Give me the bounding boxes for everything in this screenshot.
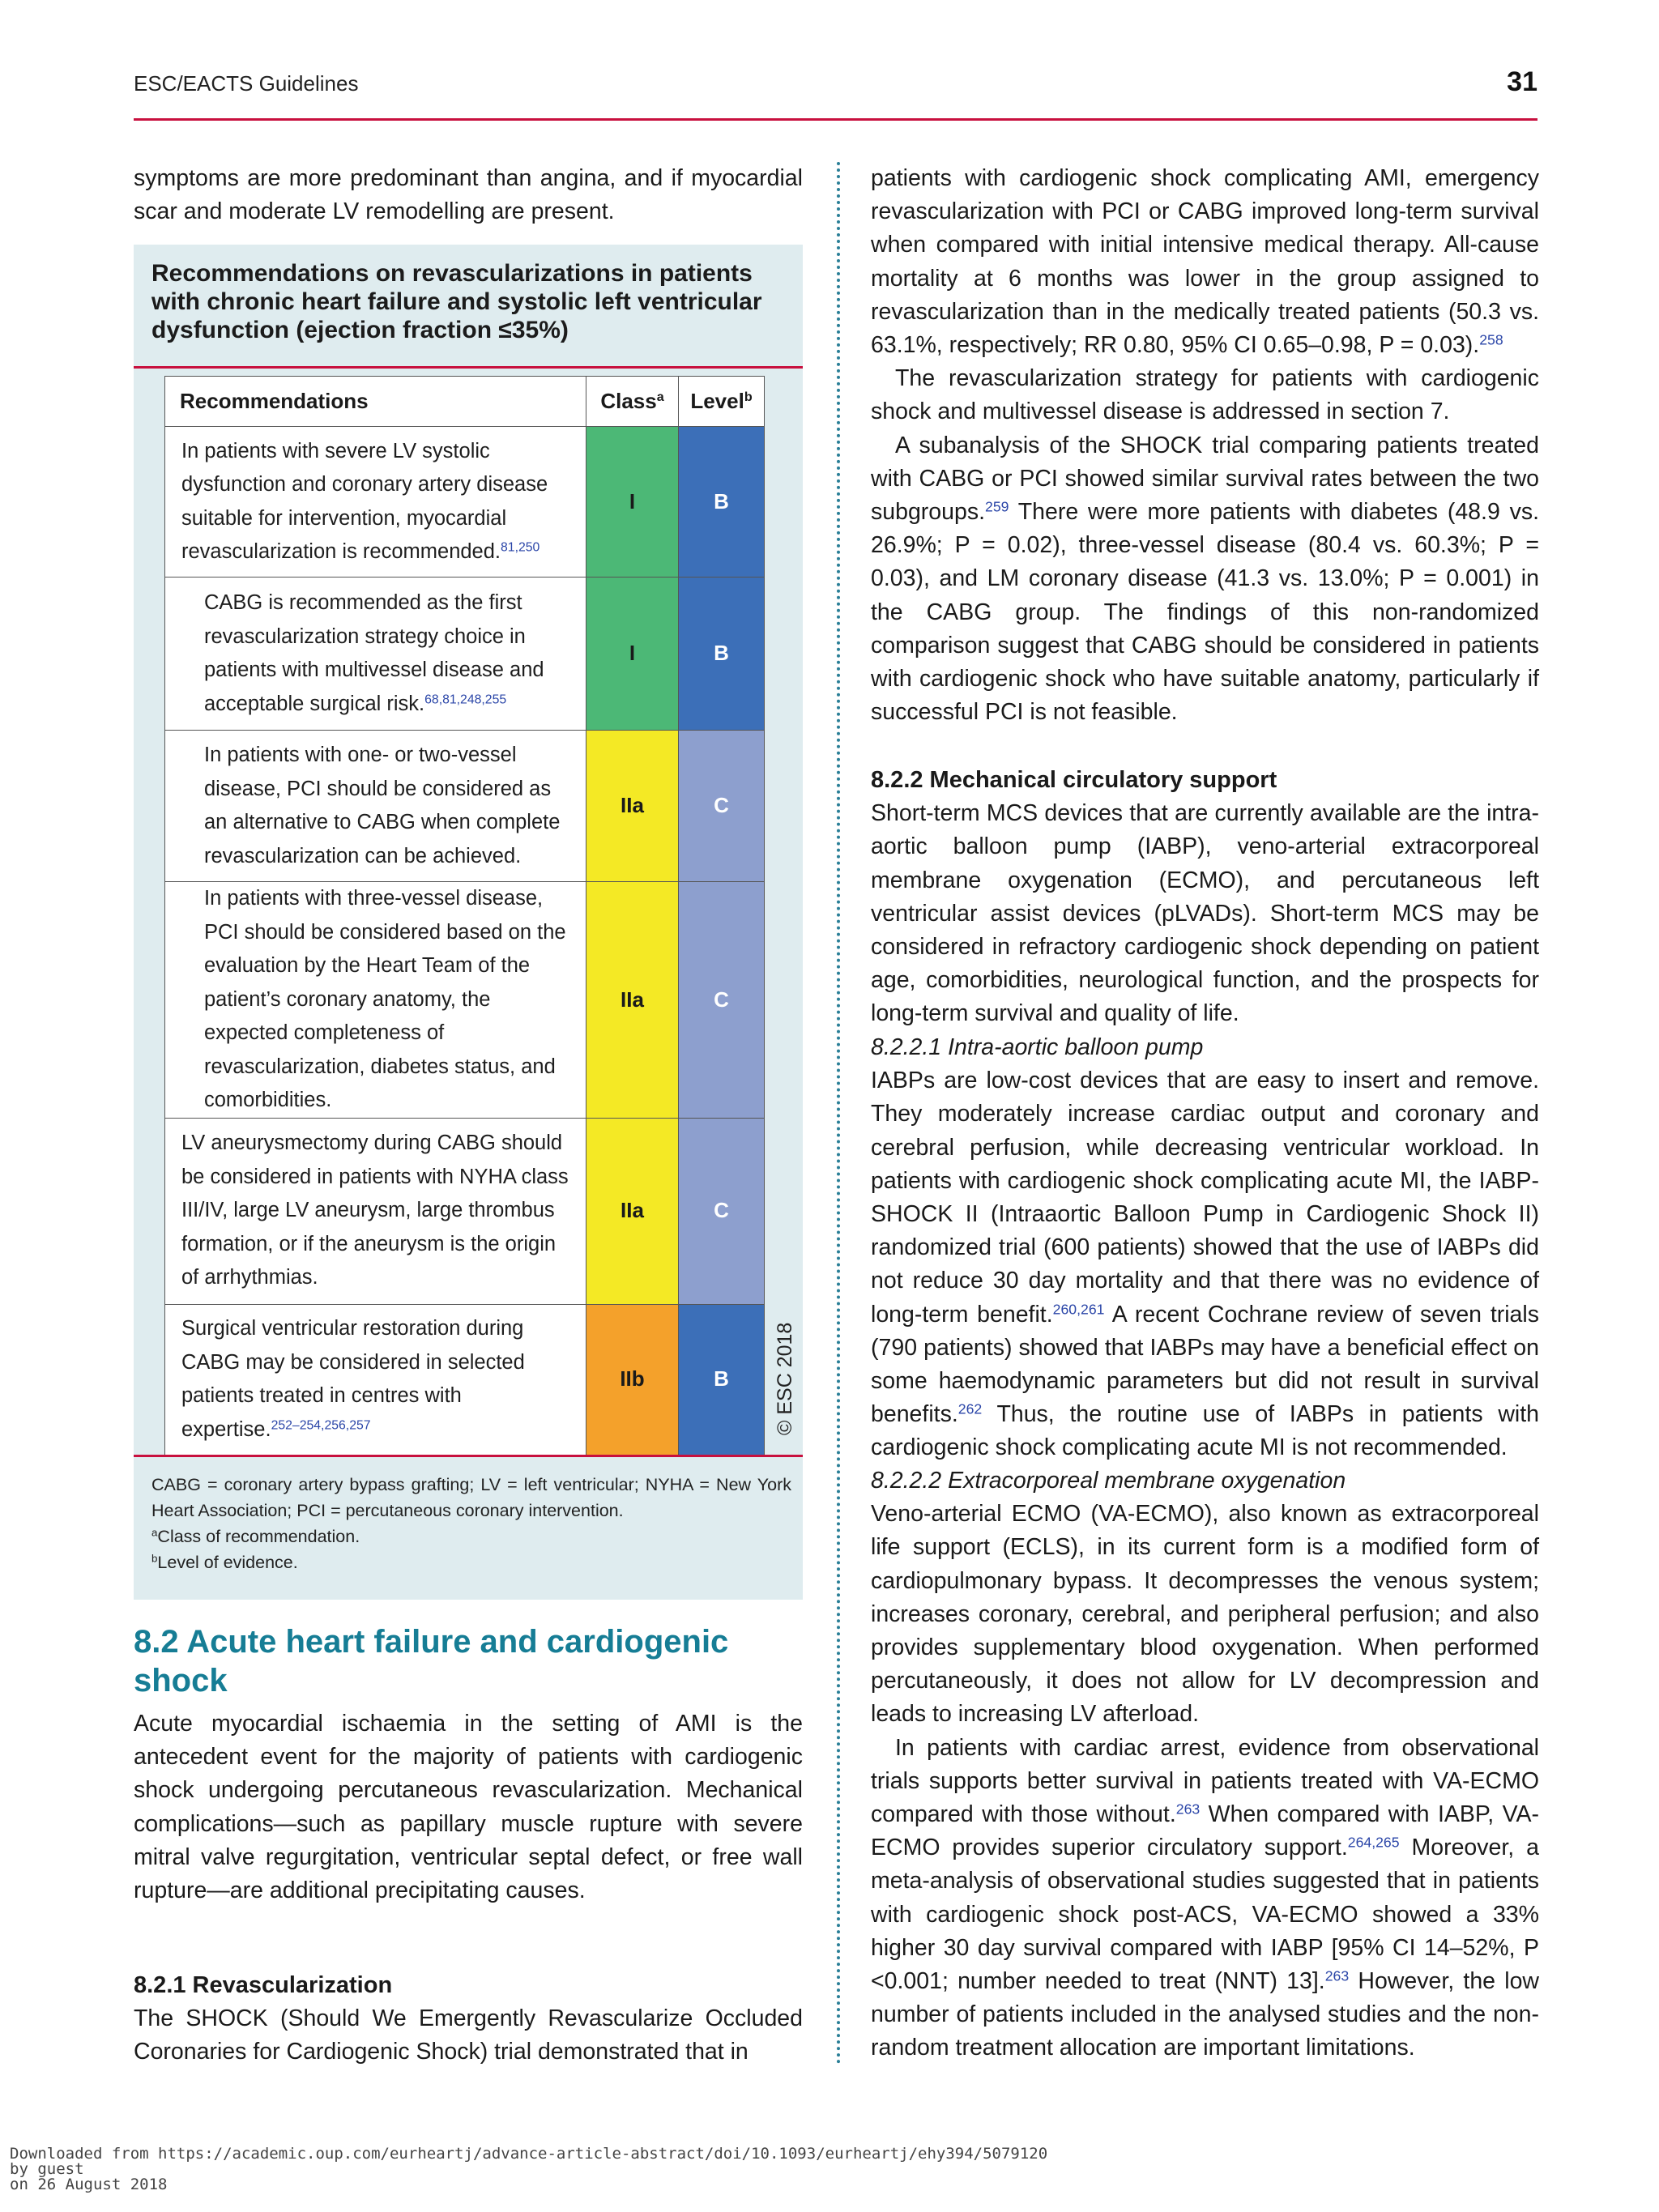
section-8-2-heading: 8.2 Acute heart failure and cardiogenic shock xyxy=(134,1624,729,1698)
page-number: 31 xyxy=(1507,66,1537,97)
recommendations-top-rule xyxy=(134,366,803,369)
section-8-2-1-paragraph-right: patients with cardiogenic shock complicating AMI, emergency revascularization with PCI or CABG improved long-term survival when compared with initial intensive medical therapy. All-cause mortality at 6 months was lower in the group assigned to revascularization than in the medically treated patients (50.3 vs. 63.1%, respectively; RR 0.80, 95% CI 0.65–0.98, P = 0.03).$^{258}$ xyxy=(871,165,1539,359)
recommendations-bottom-rule xyxy=(134,1455,803,1457)
header-class: Class$^a$ xyxy=(586,377,679,427)
header-rule xyxy=(134,118,1537,121)
footnote-abbreviations: CABG = coronary artery bypass grafting; LV = left ventricular; NYHA = New York Heart Association; PCI = percutaneous coronary intervention. xyxy=(151,1475,791,1520)
left-intro-paragraph: symptoms are more predominant than angina, and if myocardial scar and moderate LV remodelling are present. xyxy=(134,165,803,225)
recommendations-table xyxy=(164,376,765,1455)
section-8-2-body-block xyxy=(134,1707,803,1907)
class-cell: I xyxy=(586,578,679,731)
download-footer-url: Downloaded from https://academic.oup.com/eurheartj/advance-article-abstract/doi/10.1093/eurheartj/ehy394/5079120 xyxy=(10,2145,1048,2163)
recommendation-text: CABG is recommended as the first revascularization strategy choice in patients with multivessel disease and acceptable surgical risk.$^{68,81,248,255}$ xyxy=(165,578,586,731)
left-intro-block xyxy=(134,162,803,228)
level-cell: C xyxy=(679,731,765,882)
table-row xyxy=(165,1118,765,1304)
section-8-2-1-block xyxy=(134,1969,803,2069)
level-cell: B xyxy=(679,1304,765,1455)
level-cell: C xyxy=(679,882,765,1119)
section-8-2-2-1-heading: 8.2.2.1 Intra-aortic balloon pump xyxy=(871,1034,1204,1060)
section-8-2-2-2-block xyxy=(871,1464,1539,2065)
header-recommendations: Recommendations xyxy=(165,377,586,427)
section-8-2-1-paragraph-subanalysis: A subanalysis of the SHOCK trial comparing patients treated with CABG or PCI showed similar survival rates between the two subgroups.$^{259}$ There were more patients with diabetes (48.9 vs. 26.9%; P = 0.02), three-vessel disease (80.4 vs. 60.3%; P = 0.03), and LM coronary disease (41.3 vs. 13.0%; P = 0.001) in the CABG group. The findings of this non-randomized comparison suggest that CABG should be considered in patients with cardiogenic shock who have suitable anatomy, particularly if successful PCI is not feasible. xyxy=(871,432,1539,726)
section-8-2-1-heading: 8.2.1 Revascularization xyxy=(134,1972,393,1998)
section-8-2-2-paragraph: Short-term MCS devices that are currently available are the intra-aortic balloon pump (IABP), veno-arterial extracorporeal membrane oxygenation (ECMO), and percutaneous left ventricular assist devices (pLVADs). Short-term MCS may be considered in refractory cardiogenic shock depending on patient age, comorbidities, neurological function, and the prospects for long-term survival and quality of life. xyxy=(871,800,1539,1027)
running-head: ESC/EACTS Guidelines xyxy=(134,71,359,96)
download-footer xyxy=(10,2146,1047,2193)
recommendation-text: In patients with one- or two-vessel disease, PCI should be considered as an alternative to CABG when complete revascularization can be achieved. xyxy=(165,731,586,882)
section-8-2-2-2-paragraph-1: Veno-arterial ECMO (VA-ECMO), also known as extracorporeal life support (ECLS), in its current form is a modified form of cardiopulmonary bypass. It decompresses the venous system; increases coronary, cerebral, and peripheral perfusion; and also provides supplementary blood oxygenation. When performed percutaneously, it does not allow for LV decompression and leads to increasing LV afterload. xyxy=(871,1501,1539,1728)
section-8-2-2-1-block xyxy=(871,1031,1539,1465)
level-cell: C xyxy=(679,1118,765,1304)
level-cell: B xyxy=(679,578,765,731)
class-cell: IIa xyxy=(586,1118,679,1304)
table-row xyxy=(165,427,765,578)
recommendation-text: In patients with three-vessel disease, PCI should be considered based on the evaluation by the Heart Team of the patient’s coronary anatomy, the expected completeness of revascularization, diabetes status, and comorbidities. xyxy=(165,882,586,1119)
level-cell: B xyxy=(679,427,765,578)
recommendation-text: In patients with severe LV systolic dysfunction and coronary artery disease suitable for intervention, myocardial revascularization is recommended.$^{81,250}$ xyxy=(165,427,586,578)
download-footer-date: on 26 August 2018 xyxy=(10,2176,168,2193)
table-row xyxy=(165,731,765,882)
section-8-2-2-1-paragraph: IABPs are low-cost devices that are easy to insert and remove. They moderately increase cardiac output and coronary and cerebral perfusion, while decreasing ventricular workload. In patients with cardiogenic shock complicating acute MI, the IABP-SHOCK II (Intraaortic Balloon Pump in Cardiogenic Shock II) randomized trial (600 patients) showed that the use of IABPs did not reduce 30 day mortality and that there was no evidence of long-term benefit.$^{260,261}$ A recent Cochrane review of seven trials (790 patients) showed that IABPs may have a beneficial effect on some haemodynamic parameters but did not result in survival benefits.$^{262}$ Thus, the routine use of IABPs in patients with cardiogenic shock complicating acute MI is not recommended. xyxy=(871,1068,1539,1461)
header-level: Level$^b$ xyxy=(679,377,765,427)
table-row xyxy=(165,578,765,731)
recommendations-box xyxy=(134,245,803,1600)
section-8-2-paragraph: Acute myocardial ischaemia in the setting of AMI is the antecedent event for the majority of patients with cardiogenic shock undergoing percutaneous revascularization. Mechanical complications—such as papillary muscle rupture with severe mitral valve regurgitation, ventricular septal defect, or free wall rupture—are additional precipitating causes. xyxy=(134,1711,803,1904)
class-cell: I xyxy=(586,427,679,578)
section-8-2-2-2-paragraph-2: In patients with cardiac arrest, evidence from observational trials supports better survival in patients treated with VA-ECMO compared with those without.$^{263}$ When compared with IABP, VA-ECMO provides superior circulatory support.$^{264,265}$ Moreover, a meta-analysis of observational studies suggested that in patients with cardiogenic shock post-ACS, VA-ECMO showed a 33% higher 30 day survival compared with IABP [95% CI 14–52%, P <0.001; number needed to treat (NNT) 13].$^{263}$ However, the low number of patients included in the analysed studies and the non-random treatment allocation are important limitations. xyxy=(871,1734,1539,2061)
section-8-2-1-paragraph-multivessel: The revascularization strategy for patients with cardiogenic shock and multivessel disease is addressed in section 7. xyxy=(871,365,1539,425)
footnote-b: $^b$Level of evidence. xyxy=(151,1552,298,1572)
table-row xyxy=(165,882,765,1119)
class-cell: IIa xyxy=(586,731,679,882)
recommendations-footnotes xyxy=(151,1472,791,1575)
section-8-2-2-block xyxy=(871,764,1539,1031)
footnote-a: $^a$Class of recommendation. xyxy=(151,1526,360,1546)
download-footer-guest: by guest xyxy=(10,2160,84,2178)
esc-copyright: © ESC 2018 xyxy=(774,1322,796,1435)
recommendation-text: Surgical ventricular restoration during CABG may be considered in selected patients treated in centres with expertise.$^{252-254,256,257}$ xyxy=(165,1304,586,1455)
table-header-row xyxy=(165,377,765,427)
section-8-2-1-paragraph-left: The SHOCK (Should We Emergently Revascularize Occluded Coronaries for Cardiogenic Shock) trial demonstrated that in xyxy=(134,2005,803,2065)
recommendation-text: LV aneurysmectomy during CABG should be considered in patients with NYHA class III/IV, large LV aneurysm, large thrombus formation, or if the aneurysm is the origin of arrhythmias. xyxy=(165,1118,586,1304)
section-8-2-2-heading: 8.2.2 Mechanical circulatory support xyxy=(871,767,1277,793)
table-row xyxy=(165,1304,765,1455)
class-cell: IIa xyxy=(586,882,679,1119)
recommendations-title: Recommendations on revascularizations in patients with chronic heart failure and systolic left ventricular dysfunction (ejection fraction ≤35%) xyxy=(151,260,762,343)
column-divider xyxy=(837,162,840,2065)
class-cell: IIb xyxy=(586,1304,679,1455)
section-8-2-2-2-heading: 8.2.2.2 Extracorporeal membrane oxygenation xyxy=(871,1468,1346,1494)
right-column-top xyxy=(871,162,1539,729)
